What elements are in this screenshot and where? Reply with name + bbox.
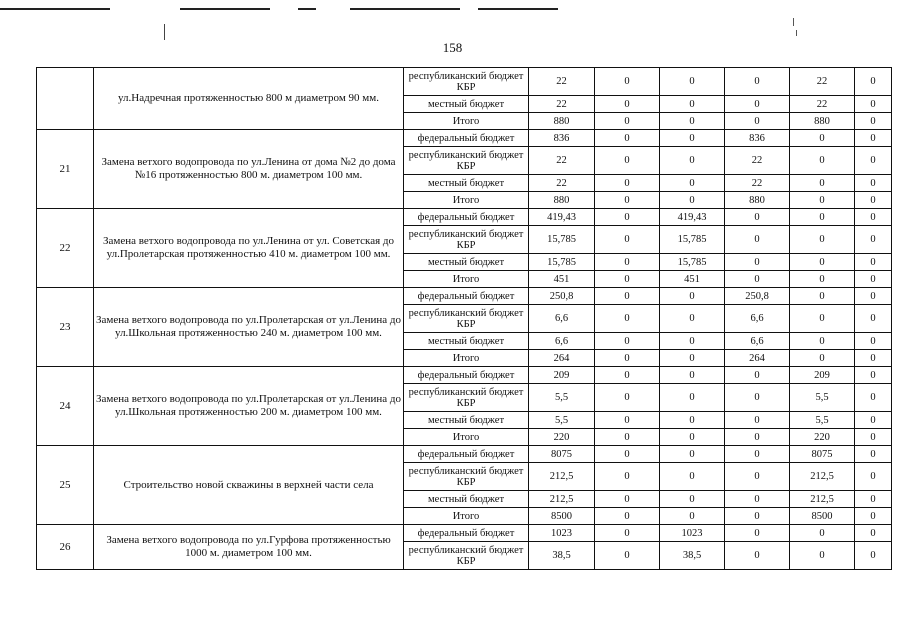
amount-year: 0 [855,192,892,209]
amount-year: 0 [660,147,725,175]
funding-source: республиканский бюджет КБР [404,226,529,254]
amount-year: 0 [855,130,892,147]
item-description: Замена ветхого водопровода по ул.Пролетарская от ул.Ленина до ул.Школьная протяженностью 240 м. диаметром 100 мм. [94,288,404,367]
amount-year: 0 [725,96,790,113]
table-row [37,288,892,305]
table-row [37,209,892,226]
amount-year: 0 [595,367,660,384]
amount-year: 38,5 [660,542,725,570]
amount-year: 264 [725,350,790,367]
amount-total: 250,8 [529,288,595,305]
amount-year: 451 [660,271,725,288]
amount-year: 0 [790,350,855,367]
amount-total: 6,6 [529,333,595,350]
amount-total: 6,6 [529,305,595,333]
amount-year: 0 [855,305,892,333]
amount-year: 0 [855,542,892,570]
amount-year: 0 [725,226,790,254]
amount-year: 0 [855,288,892,305]
amount-year: 0 [660,96,725,113]
amount-year: 5,5 [790,412,855,429]
amount-year: 0 [660,192,725,209]
funding-source: федеральный бюджет [404,525,529,542]
amount-year: 22 [725,175,790,192]
amount-year: 0 [595,254,660,271]
amount-year: 836 [725,130,790,147]
funding-source: местный бюджет [404,491,529,508]
amount-total: 264 [529,350,595,367]
amount-year: 0 [725,384,790,412]
amount-year: 0 [790,254,855,271]
item-description: ул.Надречная протяженностью 800 м диаметром 90 мм. [94,68,404,130]
amount-year: 0 [725,525,790,542]
amount-year: 0 [790,271,855,288]
amount-year: 0 [855,491,892,508]
amount-year: 0 [595,525,660,542]
amount-year: 212,5 [790,463,855,491]
funding-source: местный бюджет [404,333,529,350]
item-number: 22 [37,209,94,288]
amount-total: 1023 [529,525,595,542]
amount-year: 0 [725,446,790,463]
amount-year: 0 [855,350,892,367]
funding-source: республиканский бюджет КБР [404,384,529,412]
amount-year: 0 [790,333,855,350]
table-row [37,525,892,542]
item-number: 26 [37,525,94,570]
page-number: 158 [442,40,463,55]
amount-year: 0 [855,226,892,254]
amount-year: 0 [595,209,660,226]
amount-year: 8500 [790,508,855,525]
scan-artifact-rule [164,24,165,40]
amount-year: 0 [855,254,892,271]
amount-year: 8075 [790,446,855,463]
amount-year: 0 [595,192,660,209]
amount-year: 0 [855,525,892,542]
funding-source: Итого [404,350,529,367]
funding-source: местный бюджет [404,175,529,192]
amount-year: 1023 [660,525,725,542]
amount-total: 209 [529,367,595,384]
amount-year: 0 [725,367,790,384]
item-number [37,68,94,130]
amount-year: 0 [855,175,892,192]
amount-total: 15,785 [529,254,595,271]
amount-year: 0 [660,288,725,305]
funding-source: местный бюджет [404,96,529,113]
amount-year: 0 [725,429,790,446]
item-description: Замена ветхого водопровода по ул.Ленина от ул. Советская до ул.Пролетарская протяженностью 410 м. диаметром 100 мм. [94,209,404,288]
item-number: 21 [37,130,94,209]
item-number: 25 [37,446,94,525]
amount-year: 0 [790,525,855,542]
amount-year: 15,785 [660,254,725,271]
amount-year: 0 [855,271,892,288]
amount-year: 22 [790,96,855,113]
funding-source: федеральный бюджет [404,446,529,463]
funding-source: Итого [404,113,529,130]
amount-year: 0 [725,209,790,226]
amount-year: 0 [595,271,660,288]
amount-year: 0 [855,96,892,113]
funding-source: федеральный бюджет [404,130,529,147]
amount-year: 0 [790,542,855,570]
amount-year: 0 [660,305,725,333]
amount-year: 0 [595,446,660,463]
amount-year: 880 [790,113,855,130]
amount-year: 0 [595,288,660,305]
amount-year: 6,6 [725,305,790,333]
amount-year: 0 [855,68,892,96]
amount-year: 0 [855,384,892,412]
funding-source: республиканский бюджет КБР [404,463,529,491]
amount-year: 0 [595,463,660,491]
amount-year: 0 [595,412,660,429]
amount-total: 5,5 [529,412,595,429]
amount-year: 0 [725,271,790,288]
amount-total: 880 [529,192,595,209]
funding-source: федеральный бюджет [404,288,529,305]
amount-year: 0 [660,130,725,147]
amount-year: 0 [595,68,660,96]
amount-year: 0 [725,491,790,508]
amount-year: 0 [660,463,725,491]
table-row [37,68,892,96]
amount-year: 209 [790,367,855,384]
amount-total: 22 [529,68,595,96]
amount-year: 0 [790,192,855,209]
amount-year: 0 [790,209,855,226]
amount-year: 0 [725,113,790,130]
amount-year: 0 [855,333,892,350]
scan-artifact-mark [793,18,794,26]
amount-year: 0 [790,226,855,254]
item-description: Строительство новой скважины в верхней части села [94,446,404,525]
amount-total: 212,5 [529,491,595,508]
amount-total: 836 [529,130,595,147]
amount-total: 15,785 [529,226,595,254]
funding-source: республиканский бюджет КБР [404,147,529,175]
amount-year: 0 [595,491,660,508]
amount-year: 250,8 [725,288,790,305]
budget-table [36,67,892,570]
amount-year: 0 [725,463,790,491]
amount-year: 22 [790,68,855,96]
amount-year: 6,6 [725,333,790,350]
amount-total: 880 [529,113,595,130]
funding-source: республиканский бюджет КБР [404,68,529,96]
amount-year: 0 [660,367,725,384]
amount-year: 212,5 [790,491,855,508]
item-number: 23 [37,288,94,367]
amount-year: 0 [660,384,725,412]
amount-year: 0 [595,113,660,130]
amount-year: 0 [660,175,725,192]
scan-artifact-line [180,8,270,10]
amount-year: 0 [595,130,660,147]
amount-year: 0 [855,209,892,226]
amount-year: 0 [790,288,855,305]
amount-year: 0 [595,350,660,367]
amount-year: 0 [660,113,725,130]
amount-total: 8500 [529,508,595,525]
amount-year: 220 [790,429,855,446]
amount-year: 0 [790,175,855,192]
funding-source: местный бюджет [404,254,529,271]
table-body [37,68,892,570]
amount-year: 0 [595,542,660,570]
amount-year: 0 [595,147,660,175]
amount-total: 220 [529,429,595,446]
item-description: Замена ветхого водопровода по ул.Ленина от дома №2 до дома №16 протяженностью 800 м. диаметром 100 мм. [94,130,404,209]
amount-total: 451 [529,271,595,288]
amount-year: 0 [595,226,660,254]
funding-source: Итого [404,429,529,446]
funding-source: Итого [404,271,529,288]
item-description: Замена ветхого водопровода по ул.Гурфова протяженностью 1000 м. диаметром 100 мм. [94,525,404,570]
amount-year: 419,43 [660,209,725,226]
amount-total: 22 [529,147,595,175]
funding-source: Итого [404,192,529,209]
amount-total: 38,5 [529,542,595,570]
amount-year: 0 [660,68,725,96]
amount-year: 0 [855,446,892,463]
amount-total: 212,5 [529,463,595,491]
scan-artifact-line [350,8,460,10]
item-number: 24 [37,367,94,446]
amount-year: 0 [660,412,725,429]
amount-year: 0 [660,508,725,525]
amount-year: 5,5 [790,384,855,412]
amount-year: 0 [855,412,892,429]
amount-year: 0 [790,305,855,333]
amount-year: 0 [595,333,660,350]
funding-source: федеральный бюджет [404,209,529,226]
item-description: Замена ветхого водопровода по ул.Пролетарская от ул.Ленина до ул.Школьная протяженностью 200 м. диаметром 100 мм. [94,367,404,446]
amount-year: 0 [660,429,725,446]
funding-source: федеральный бюджет [404,367,529,384]
amount-total: 5,5 [529,384,595,412]
scan-artifact-line [298,8,316,10]
scan-artifact-line [0,8,110,10]
table-row [37,367,892,384]
amount-year: 0 [595,384,660,412]
amount-year: 0 [790,147,855,175]
amount-total: 419,43 [529,209,595,226]
funding-source: республиканский бюджет КБР [404,305,529,333]
amount-year: 0 [595,305,660,333]
amount-year: 0 [855,508,892,525]
table-row [37,130,892,147]
scan-artifact-mark [796,30,797,36]
scan-artifact-line [478,8,558,10]
amount-year: 15,785 [660,226,725,254]
amount-year: 0 [660,350,725,367]
amount-year: 0 [660,491,725,508]
amount-year: 0 [660,333,725,350]
amount-year: 0 [855,367,892,384]
amount-year: 0 [725,542,790,570]
amount-year: 0 [855,429,892,446]
amount-year: 0 [595,96,660,113]
amount-year: 0 [855,147,892,175]
amount-year: 0 [725,254,790,271]
funding-source: Итого [404,508,529,525]
amount-year: 0 [725,508,790,525]
amount-year: 0 [725,68,790,96]
amount-year: 0 [595,429,660,446]
amount-year: 0 [855,463,892,491]
amount-year: 0 [790,130,855,147]
funding-source: республиканский бюджет КБР [404,542,529,570]
amount-total: 8075 [529,446,595,463]
amount-year: 22 [725,147,790,175]
amount-year: 0 [595,508,660,525]
amount-year: 880 [725,192,790,209]
amount-total: 22 [529,96,595,113]
amount-total: 22 [529,175,595,192]
amount-year: 0 [660,446,725,463]
funding-source: местный бюджет [404,412,529,429]
table-row [37,446,892,463]
amount-year: 0 [855,113,892,130]
amount-year: 0 [725,412,790,429]
amount-year: 0 [595,175,660,192]
